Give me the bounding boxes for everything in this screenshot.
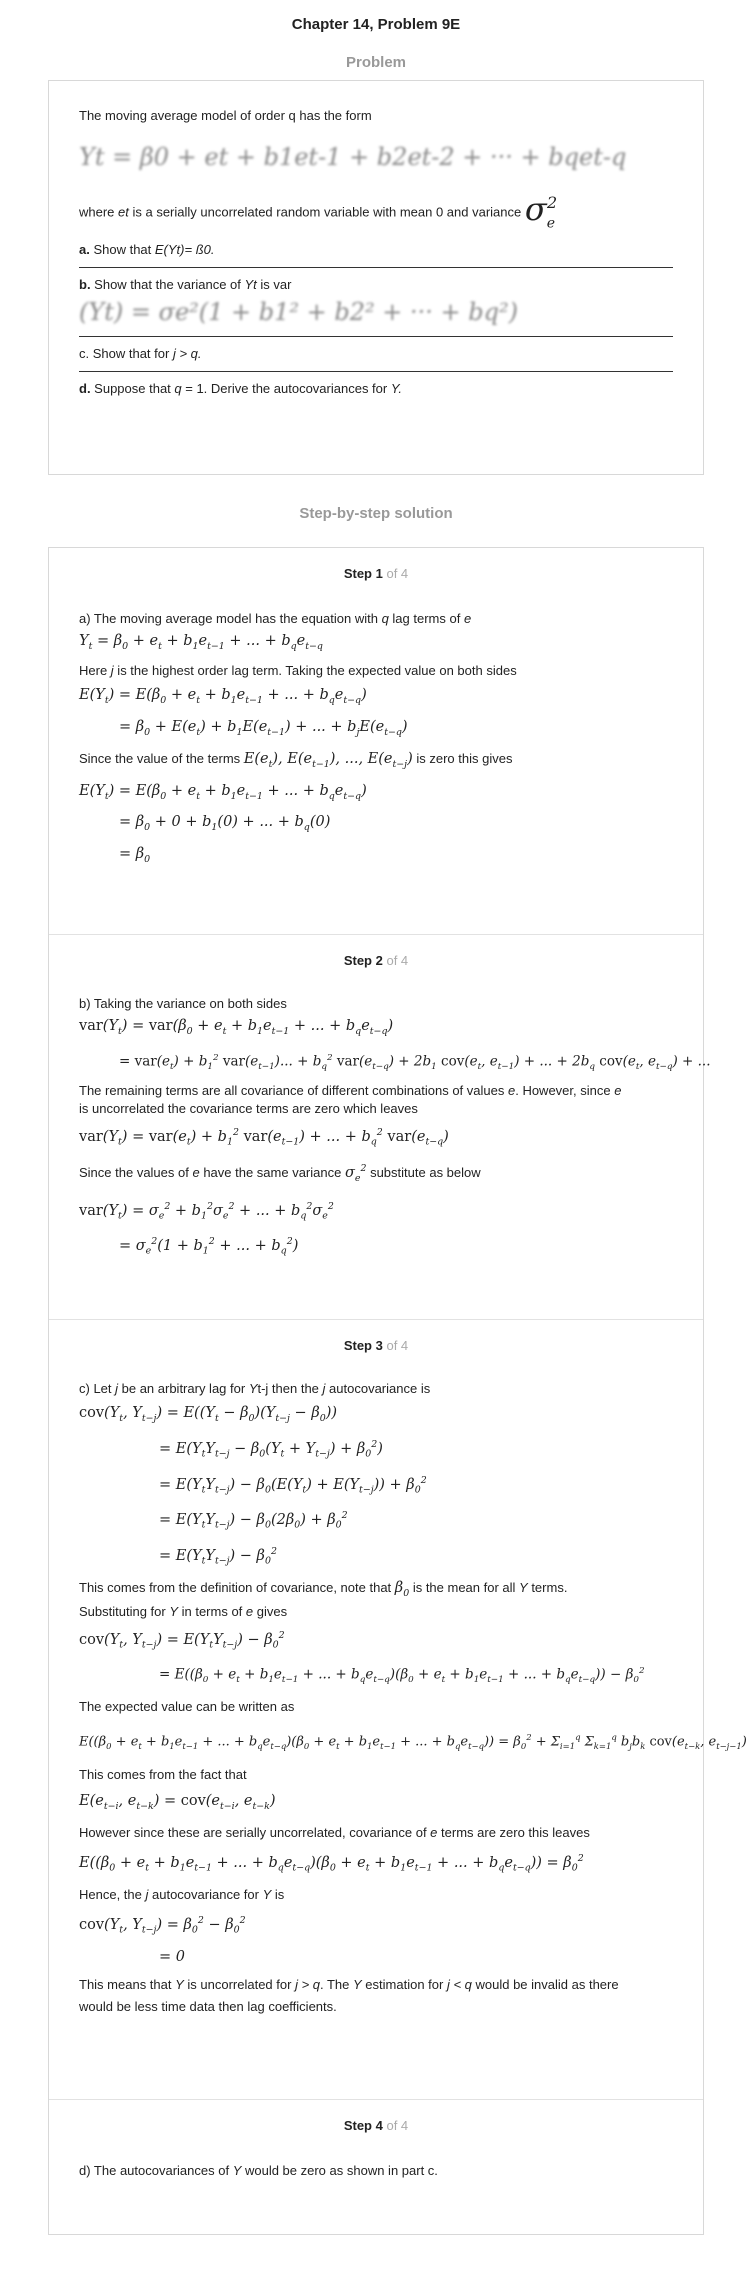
step-3-text-2: This comes from the definition of covariance, note that $\beta_0$ is the mean for all Y terms. xyxy=(79,1579,568,1599)
step-3-text-7: Hence, the j autocovariance for Y is xyxy=(79,1887,285,1903)
part-c: c. Show that for j > q. xyxy=(79,346,202,362)
step-4 xyxy=(49,2100,703,2234)
step-3-eq-result: $cov(Y_t$, $Y_{t-j}) = \beta_0^2 - \beta_0^2$ = 0 xyxy=(79,1915,246,1965)
problem-intro: The moving average model of order q has the form xyxy=(79,108,372,123)
step-3-eq-subst: $cov(Y_t$, $Y_{t-j}) = E(Y_tY_{t-j}) - \beta_0^2$ = $E((\beta_0 + e_t + b_1e_{t-1}$ + ... + $b_qe_{t-q})(\beta_0 + e_t + b_1e_{t-1}$ + ... + $b_qe_{t-q})) - \beta_0^2$ xyxy=(79,1629,645,1686)
formula-var-text: (Yt) = σe²(1 + b1² + b2² + ··· + bq²) xyxy=(79,298,518,327)
part-a: a. Show that E(Yt)= ß0. xyxy=(79,242,215,258)
step-1-text-2: Here j is the highest order lag term. Taking the expected value on both sides xyxy=(79,662,517,678)
step-3-eq-leaves: $E((\beta_0 + e_t + b_1e_{t-1}$ + ... + $b_qe_{t-q})(\beta_0 + e_t + b_1e_{t-1}$ + ... + $b_qe_{t-q})) = \beta_0^2$ xyxy=(79,1853,584,1875)
step-3-title: Step 3 of 4 xyxy=(343,1338,409,1353)
formula-image-ma xyxy=(79,137,673,177)
step-2-text-1: b) Taking the variance on both sides xyxy=(79,996,287,1011)
solution-heading: Step-by-step solution xyxy=(299,505,453,522)
step-1-eq-model: $Y_t = \beta_0 + e_t + b_1e_{t-1}$ + ... + $b_qe_{t-q}$ xyxy=(79,633,323,652)
step-1-eq-expect: $E(Y_t) = E(\beta_0 + e_t + b_1e_{t-1}$ + ... + $b_qe_{t-q}$) = $\beta_0 + E(e_t) + b_1E(e_{t-1})$ + ... + $b_jE(e_{t-q})$ xyxy=(79,686,408,738)
step-2-eq-final: $var(Y_t) = \sigma_e^2 + b_1^2\sigma_e^2$ + ... + $b_q^2\sigma_e^2$ = $\sigma_e^2(1 + b_1^2$ + ... + $b_q^2$) xyxy=(79,1200,334,1257)
part-b: b. Show that the variance of Yt is var xyxy=(79,277,292,293)
step-3-eq-fact: $E(e_{t-i}$, $e_{t-k}) = cov(e_{t-i}$, $e_{t-k}$) xyxy=(79,1793,276,1813)
step-4-title: Step 4 of 4 xyxy=(343,2118,409,2133)
formula-image-var xyxy=(79,294,673,332)
step-1-text-1: a) The moving average model has the equation with q lag terms of e xyxy=(79,611,472,626)
step-1-eq-result: $E(Y_t) = E(\beta_0 + e_t + b_1e_{t-1}$ + ... + $b_qe_{t-q}$) = $\beta_0 + 0 + b_1(0)$ + ... + $b_q(0)$ = $\beta_0$ xyxy=(79,782,367,866)
step-1 xyxy=(49,548,703,935)
step-1-text-3: Since the value of the terms $E(e_t)$, $E(e_{t-1})$, ..., $E(e_{t-j})$ is zero this gives xyxy=(79,750,513,770)
step-2-eq-var: $var(Y_t) = var(\beta_0 + e_t + b_1e_{t-1}$ + ... + $b_qe_{t-q}$) = $var(e_t) + b_1^2$ $var(e_{t-1})$... + $b_q^2$ $var(e_{t-q}) + 2b_1$ $cov(e_t$, $e_{t-1}$) + ... + $2b_q$ $cov(e_t$, $e_{t-q}$) + ... xyxy=(79,1018,711,1073)
problem-where: where et is a serially uncorrelated random variable with mean 0 and variance $\sigma_e^2$ xyxy=(79,191,673,235)
step-3-text-5: This comes from the fact that xyxy=(79,1767,247,1783)
step-3-text-6: However since these are serially uncorrelated, covariance of e terms are zero this leaves xyxy=(79,1825,590,1841)
step-2-text-3: Since the values of e have the same variance $\sigma_e^2$ substitute as below xyxy=(79,1162,481,1184)
sigma-e-squared-symbol: $\sigma_e^2$ xyxy=(524,189,558,232)
step-3-text-3: Substituting for Y in terms of e gives xyxy=(79,1603,288,1619)
step-3-text-9: would be less time data then lag coefficients. xyxy=(79,1998,337,2014)
step-2-title: Step 2 of 4 xyxy=(343,953,409,968)
step-2-text-2b: is uncorrelated the covariance terms are zero which leaves xyxy=(79,1101,418,1117)
problem-card xyxy=(48,80,704,475)
step-3-text-1: c) Let j be an arbitrary lag for Yt-j then the j autocovariance is xyxy=(79,1381,431,1396)
step-1-title: Step 1 of 4 xyxy=(343,566,409,581)
step-3-eq-cov: $cov(Y_t$, $Y_{t-j}) = E((Y_t - \beta_0)(Y_{t-j} - \beta_0))$ = $E(Y_tY_{t-j} - \beta_0(Y_t + Y_{t-j}) + \beta_0^2)$ = $E(Y_tY_{t-j}) - \beta_0(E(Y_t) + E(Y_{t-j})) + \beta_0^2$ = $E(Y_tY_{t-j}) - \beta_0(2\beta_0) + \beta_0^2$ = $E(Y_tY_{t-j}) - \beta_0^2$ xyxy=(79,1405,427,1567)
problem-heading: Problem xyxy=(345,54,406,71)
part-d: d. Suppose that q = 1. Derive the autocovariances for Y. xyxy=(79,381,402,397)
step-3-text-4: The expected value can be written as xyxy=(79,1698,295,1714)
formula-ma-text: Yt = β0 + et + b1et-1 + b2et-2 + ··· + bqet-q xyxy=(79,143,627,171)
step-2 xyxy=(49,935,711,1320)
step-3-eq-expected: $E((\beta_0 + e_t + b_1e_{t-1}$ + ... + $b_qe_{t-q})(\beta_0 + e_t + b_1e_{t-1}$ + ... + $b_qe_{t-q})) = \beta_0^2 + \Sigma_{i=1}^q$ $\Sigma_{k=1}^q$ $b_jb_k$ $cov(e_{t-k}$, $e_{t-j-1}$) xyxy=(79,1731,747,1751)
step-2-text-2: The remaining terms are all covariance of different combinations of values e. However, since e xyxy=(79,1083,622,1099)
page-title: Chapter 14, Problem 9E xyxy=(291,16,461,33)
solution-card xyxy=(48,547,747,2235)
step-2-eq-leaves: $var(Y_t) = var(e_t) + b_1^2$ $var(e_{t-1})$ + ... + $b_q^2$ $var(e_{t-q})$ xyxy=(79,1127,449,1148)
step-4-text-1: d) The autocovariances of Y would be zero as shown in part c. xyxy=(79,2163,438,2178)
step-3 xyxy=(49,1320,747,2100)
step-3-text-8: This means that Y is uncorrelated for j > q. The Y estimation for j < q would be invalid as there xyxy=(79,1976,619,1992)
